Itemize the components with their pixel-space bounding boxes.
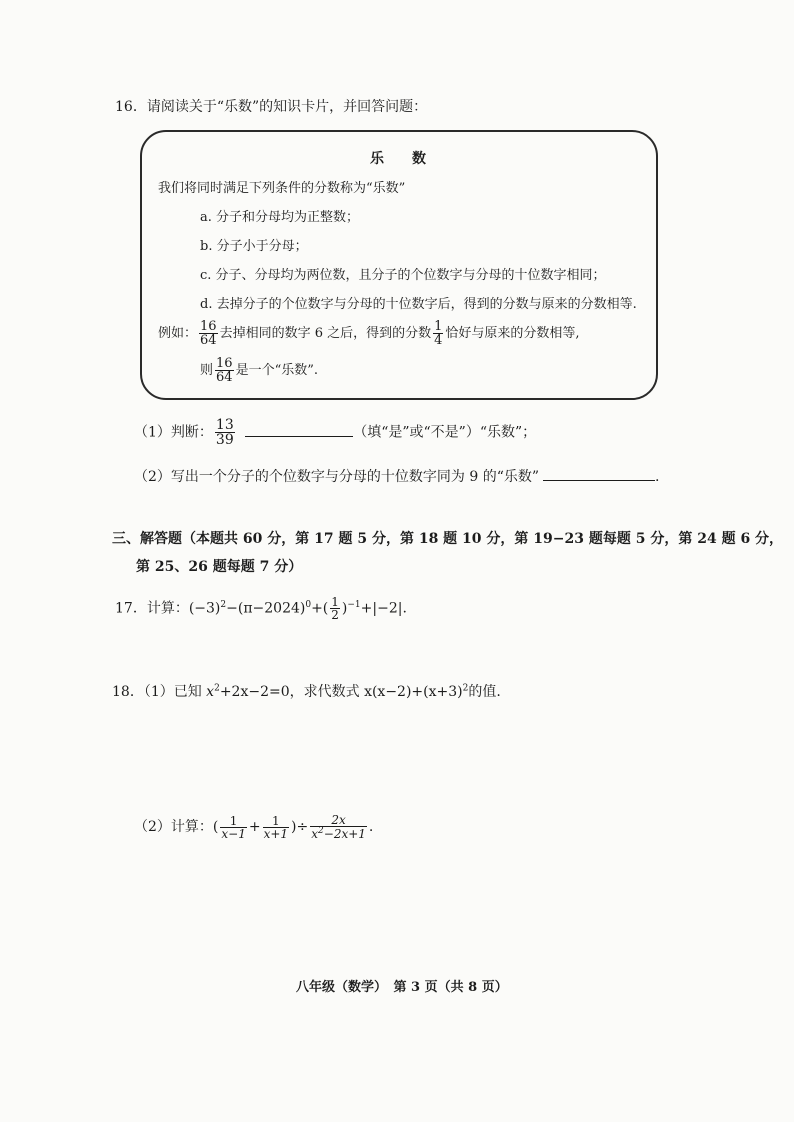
q18-eq-b-exp: 2 [462, 683, 469, 694]
section3-heading-line1: 三、解答题（本题共 60 分，第 17 题 5 分，第 18 题 10 分，第 19−23 题每题 5 分，第 24 题 6 分， [112, 531, 784, 547]
knowledge-card [140, 130, 658, 400]
q16-part1 [134, 418, 536, 447]
card-example-line2 [200, 357, 318, 384]
q17 [115, 596, 407, 621]
q17-half-fraction: $\frac{1}{2}$ [331, 595, 339, 622]
q18-plus: + [248, 819, 261, 835]
q17-term-e: +|−2|. [360, 600, 407, 617]
example-middle: 去掉相同的数字 6 之后，得到的分数 [219, 326, 432, 341]
q18-part2-label: （2）计算：( [134, 819, 219, 835]
page-footer: 八年级（数学） 第 3 页（共 8 页） [296, 980, 508, 995]
q16-part2 [134, 466, 659, 486]
answer-blank-1[interactable] [245, 436, 353, 437]
q17-exp-b: 0 [305, 599, 312, 610]
card-condition-c: c. 分子、分母均为两位数，且分子的个位数字与分母的十位数字相同； [200, 268, 606, 283]
part2-end: . [655, 469, 660, 485]
q18-eq-a: x [206, 684, 215, 700]
q17-exp-a: 2 [220, 599, 227, 610]
part2-text: （2）写出一个分子的个位数字与分母的十位数字同为 9 的“乐数” [134, 469, 540, 485]
card-example-line1 [158, 320, 580, 347]
section3-heading-line2: 第 25、26 题每题 7 分） [136, 559, 303, 575]
card-condition-a: a. 分子和分母均为正整数； [200, 210, 360, 225]
card-heading: 乐 数 [370, 151, 426, 167]
fraction-1-over-x-minus-1: $\frac{1}{x-1}$ [221, 813, 246, 841]
example-line2-prefix: 则 [200, 363, 214, 378]
answer-blank-2[interactable] [543, 480, 655, 481]
example-fraction-16-64: $\frac{16}{64}$ [200, 319, 217, 348]
q17-term-c: +( [311, 600, 329, 617]
q17-exp-d: −1 [347, 599, 361, 610]
part1-after: （填“是”或“不是”）“乐数”； [353, 424, 537, 441]
q18-part1 [112, 681, 501, 701]
example-line2-suffix: 是一个“乐数”. [235, 363, 318, 378]
fraction-1-over-x-plus-1: $\frac{1}{x+1}$ [263, 813, 289, 841]
q17-label: 17．计算： [115, 600, 189, 617]
fraction-2x-over-quadratic: $\frac{2x}{x^2-2x+1}$ [311, 813, 366, 841]
q18-part1-label: 18．（1）已知 [112, 684, 207, 700]
q17-term-d: ) [341, 600, 348, 617]
q18-divide: )÷ [291, 819, 309, 835]
card-intro: 我们将同时满足下列条件的分数称为“乐数” [158, 181, 406, 196]
q17-term-b: −(π−2024) [226, 600, 306, 617]
q18-eq-b: +2x−2=0，求代数式 x(x−2)+(x+3) [219, 684, 463, 700]
q18-end: . [368, 819, 374, 835]
card-condition-d: d. 去掉分子的个位数字与分母的十位数字后，得到的分数与原来的分数相等. [200, 297, 637, 312]
part1-label: （1）判断： [134, 424, 213, 441]
q18-part2 [134, 814, 373, 840]
q16-title: 16．请阅读关于“乐数”的知识卡片，并回答问题： [115, 99, 428, 115]
q17-term-a: (−3) [188, 600, 221, 617]
fraction-13-39: $\frac{13}{39}$ [215, 417, 234, 448]
example-fraction-16-64-b: $\frac{16}{64}$ [216, 356, 233, 385]
card-condition-b: b. 分子小于分母； [200, 239, 308, 254]
example-fraction-1-4: $\frac{1}{4}$ [434, 319, 443, 348]
q18-eq-a-exp: 2 [214, 683, 220, 694]
q18-eq-c: 的值. [468, 684, 501, 700]
example-suffix: 恰好与原来的分数相等, [445, 326, 580, 341]
example-prefix: 例如： [158, 326, 198, 341]
